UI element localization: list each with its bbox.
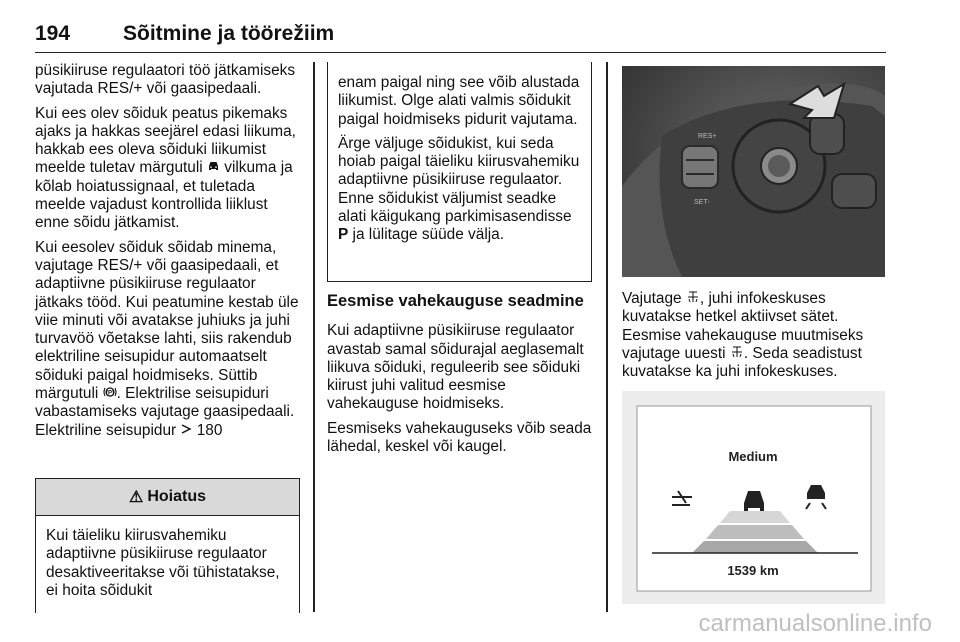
- paragraph-text: ja lülitage süüde välja.: [352, 226, 504, 244]
- paragraph-text: vilkuma ja kõlab hoiatussignaal, et tuletada meelde vajadust kontrollida liiklust enne sõidu jätkamist.: [35, 159, 293, 232]
- watermark: carmanualsonline.info: [698, 610, 932, 637]
- following-distance-icon: [686, 290, 700, 303]
- res-label: RES+: [698, 133, 717, 140]
- column-right: [622, 290, 890, 387]
- warning-box-continued: [327, 62, 592, 282]
- paragraph-text: , juhi infokeskuses kuvatakse hetkel aktiivset sätet. Eesmise vahekauguse muutmiseks vajutage uuesti: [622, 290, 864, 362]
- paragraph-text: . Seda seadistust kuvatakse ka juhi infokeskuses.: [622, 344, 862, 381]
- range-readout: 1539 km: [727, 563, 779, 578]
- steering-wheel-illustration: [622, 66, 885, 277]
- distance-bar-1: [720, 511, 790, 523]
- paragraph-text: . Elektrilise seisupiduri vabastamiseks vajutage gaasipedaali. Elektriline seisupidur: [35, 385, 295, 439]
- page-number: 194: [35, 22, 71, 45]
- section-title: Eesmise vahekauguse seadmine: [327, 292, 584, 310]
- paragraph: püsikiiruse regulaatori töö jätkamiseks vajutada RES/+ või gaasipedaali.: [35, 62, 296, 98]
- svg-text:(P): (P): [105, 390, 114, 397]
- column-left: [35, 62, 303, 446]
- paragraph: Kui adaptiivne püsikiiruse regulaator avastab samal sõidurajal aeglasemalt liikuva sõiduki, reguleerib see sõiduki kiirust juhi valitud eesmise vahekauguse hoidmiseks.: [327, 322, 584, 413]
- distance-bar-2: [706, 525, 804, 539]
- paragraph: Eesmiseks vahekauguseks võib seada lähedal, keskel või kaugel.: [327, 419, 592, 456]
- page-reference[interactable]: 180: [196, 421, 223, 439]
- distance-bar-3: [692, 541, 818, 553]
- page-header: [35, 18, 886, 53]
- driver-info-display: [622, 391, 885, 604]
- warning-text: Kui täieliku kiirusvahemiku adaptiivne püsikiiruse regulaator desaktiveeritakse või tühistatakse, ei hoita sõidukit: [46, 527, 280, 599]
- steering-wheel-photo: [622, 66, 885, 277]
- paragraph-text: Ärge väljuge sõidukist, kui seda hoiab paigal täieliku kiirusvahemiku adaptiivne püsikiiruse regulaator. Enne sõidukist väljumist seadke alati käigukang parkimisasendisse: [338, 134, 580, 226]
- paragraph: enam paigal ning see võib alustada liikumist. Olge alati valmis sõidukit paigal hoidmiseks pidurit vajutama.: [338, 74, 580, 128]
- warning-title: Hoiatus: [147, 488, 206, 505]
- vehicle-ahead-icon: [207, 160, 220, 172]
- paragraph-text: Kui ees olev sõiduk peatus pikemaks ajaks ja hakkas seejärel edasi liikuma, hakkab ees oleva sõiduki liikumist meelde tuletav märgutuli: [35, 104, 296, 177]
- paragraph-text: Vajutage: [622, 290, 682, 307]
- column-divider: [606, 62, 608, 612]
- paragraph: [35, 105, 303, 233]
- distance-setting-screen: [622, 391, 885, 604]
- set-label: SET-: [694, 199, 710, 206]
- warning-header: [36, 479, 299, 516]
- column-middle: [327, 292, 592, 462]
- column-divider: [313, 62, 315, 612]
- vehicle-ahead-icon: [744, 491, 764, 511]
- gear-position: P: [338, 226, 349, 244]
- following-distance-icon: [730, 345, 744, 358]
- setting-label: Medium: [728, 449, 778, 464]
- paragraph: [35, 239, 303, 440]
- parking-brake-icon: [103, 386, 117, 398]
- warning-box: [35, 478, 300, 613]
- warning-triangle-icon: ⚠: [128, 489, 144, 506]
- paragraph-text: Kui eesolev sõiduk sõidab minema, vajutage RES/+ või gaasipedaali, et adaptiivne püsikiiruse regulaator jätkaks tööd. Kui peatumine kestab üle viie minuti või avatakse juhiuks ja juhi turvavöö võetakse lahti, siis rakendub elektriline seisupidur automaatselt sõiduki paigal hoidmiseks. Süttib märgutuli: [35, 238, 299, 403]
- paragraph: [622, 290, 890, 381]
- chapter-title: Sõitmine ja töörežiim: [123, 22, 335, 45]
- page-reference-icon: [180, 423, 192, 435]
- paragraph: [338, 135, 581, 245]
